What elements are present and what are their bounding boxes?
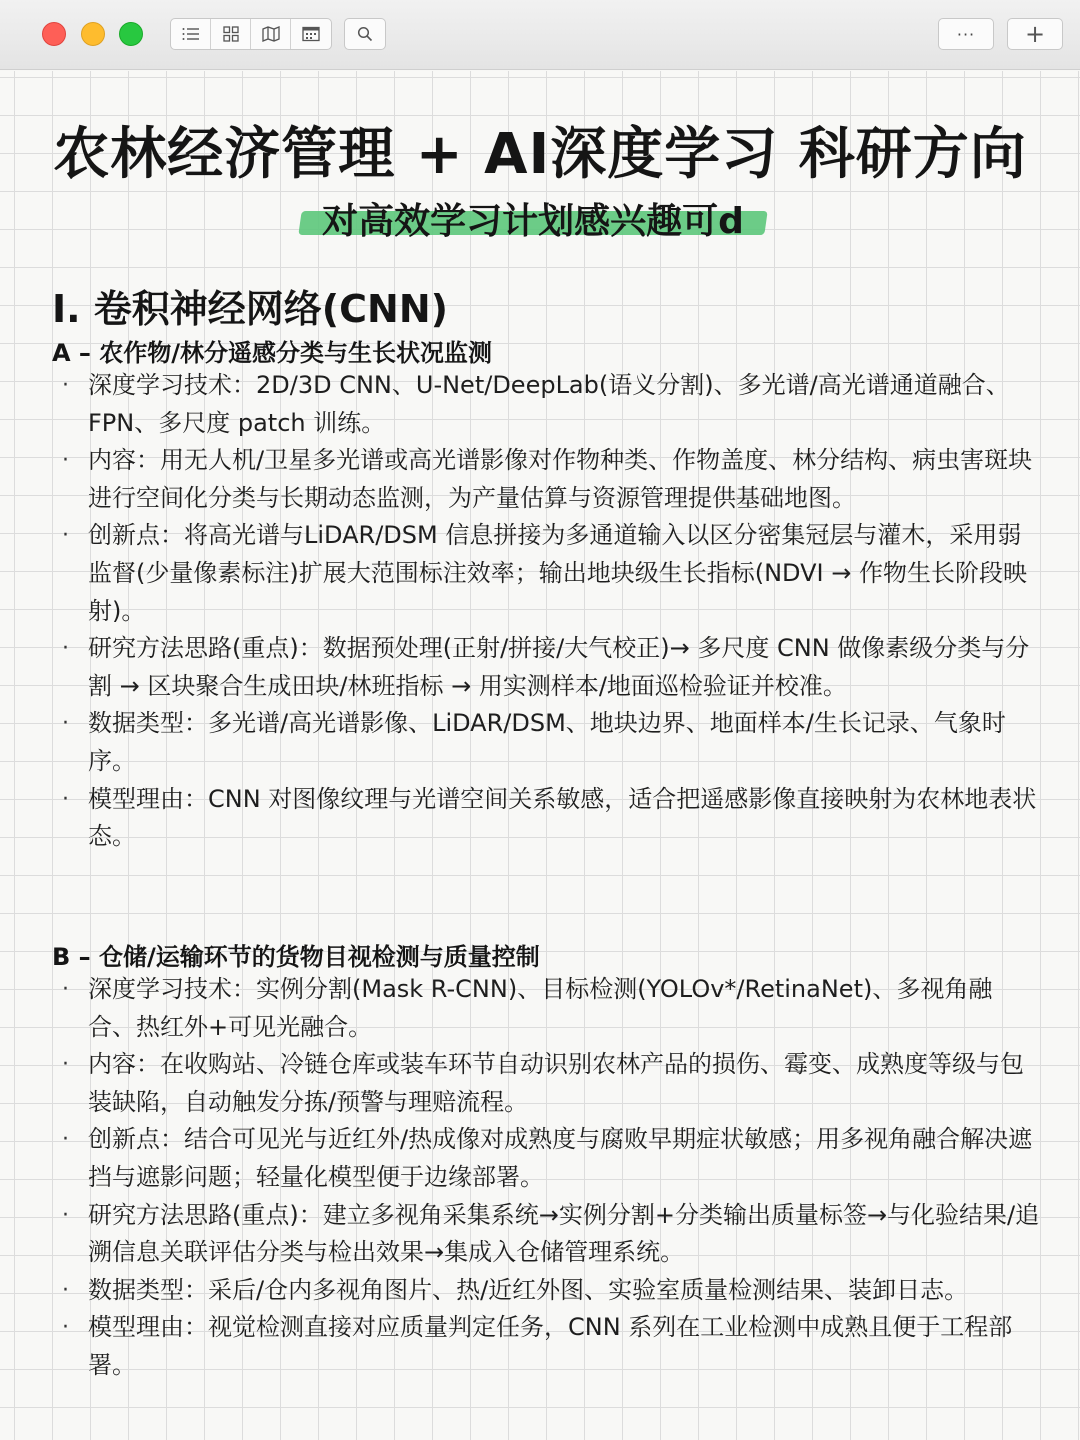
map-icon [262,26,280,42]
list-item-text: 内容：在收购站、冷链仓库或装车环节自动识别农林产品的损伤、霉变、成熟度等级与包装缺陷，自动触发分拣/预警与理赔流程。 [88,1050,1024,1116]
bullet-icon: · [62,1052,69,1078]
list-item-text: 内容：用无人机/卫星多光谱或高光谱影像对作物种类、作物盖度、林分结构、病虫害斑块进行空间化分类与长期动态监测，为产量估算与资源管理提供基础地图。 [88,446,1033,512]
list-item [60,781,1040,856]
list-item-text: 数据类型：采后/仓内多视角图片、热/近红外图、实验室质量检测结果、装卸日志。 [88,1275,969,1304]
add-button[interactable] [1007,18,1063,50]
section-heading: I. 卷积神经网络(CNN) [52,287,449,331]
bullet-icon: · [62,523,69,549]
bullet-icon: · [62,711,69,737]
view-mode-group [170,18,332,50]
subsection-a-heading: A – 农作物/林分遥感分类与生长状况监测 [52,339,493,367]
list-item [60,705,1040,780]
map-view-button[interactable] [251,19,291,49]
bullet-icon: · [62,977,69,1002]
list-item-text: 创新点：结合可见光与近红外/热成像对成熟度与腐败早期症状敏感；用多视角融合解决遮挡与遮影问题；轻量化模型便于边缘部署。 [88,1125,1033,1191]
list-item [60,630,1040,705]
grid-view-button[interactable] [211,19,251,49]
more-icon: ··· [956,24,976,44]
bullet-icon: · [62,1202,69,1228]
bullet-icon: · [62,1315,69,1341]
list-item [60,1272,1040,1310]
list-item-text: 深度学习技术：实例分割(Mask R-CNN)、目标检测(YOLOv*/RetinaNet)、多视角融合、热红外+可见光融合。 [88,975,993,1041]
more-button[interactable] [938,18,994,50]
list-item [60,367,1040,442]
list-item-text: 研究方法思路(重点)：数据预处理(正射/拼接/大气校正)→ 多尺度 CNN 做像素级分类与分割 → 区块聚合生成田块/林班指标 → 用实测样本/地面巡检验证并校准。 [88,634,1030,700]
bullet-icon: · [62,1277,69,1303]
list-item-text: 数据类型：多光谱/高光谱影像、LiDAR/DSM、地块边界、地面样本/生长记录、气象时序。 [88,709,1006,775]
window-titlebar [0,0,1080,70]
close-window-button[interactable] [42,22,66,46]
bullet-icon: · [62,1127,69,1153]
bullet-icon: · [62,786,69,812]
search-icon-wrap [345,19,385,49]
search-button[interactable] [344,18,386,50]
list-item [60,1121,1040,1196]
page-subtitle: 对高效学习计划感兴趣可d [322,201,744,242]
list-item-text: 研究方法思路(重点)：建立多视角采集系统→实例分割+分类输出质量标签→与化验结果/追溯信息关联评估分类与检出效果→集成入仓储管理系统。 [88,1200,1040,1267]
bullet-icon: · [62,636,69,662]
subsection-b-heading: B – 仓储/运输环节的货物目视检测与质量控制 [52,943,540,971]
zoom-window-button[interactable] [119,22,143,46]
grid-icon [223,26,239,42]
bullet-icon: · [62,448,69,474]
plus-icon: + [1024,20,1046,48]
list-item-text: 模型理由：视觉检测直接对应质量判定任务，CNN 系列在工业检测中成熟且便于工程部署。 [88,1313,1013,1379]
list-item [60,1046,1040,1121]
list-item [60,1197,1040,1272]
calendar-view-button[interactable] [291,19,331,49]
subtitle-highlight [300,193,770,241]
list-view-button[interactable] [171,19,211,49]
list-item [60,442,1040,517]
list-item-text: 模型理由：CNN 对图像纹理与光谱空间关系敏感，适合把遥感影像直接映射为农林地表状态。 [88,784,1037,851]
list-item [60,1309,1040,1384]
list-item-text: 创新点：将高光谱与LiDAR/DSM 信息拼接为多通道输入以区分密集冠层与灌木，采用弱监督(少量像素标注)扩展大范围标注效率；输出地块级生长指标(NDVI → 作物生长阶段映射)。 [88,521,1027,625]
list-icon [182,27,200,41]
calendar-icon [302,26,320,42]
list-item [60,517,1040,630]
subsection-a-list [60,367,1040,856]
page-title: 农林经济管理 + AI深度学习 科研方向 [53,122,1027,187]
subsection-b-list [60,971,1040,1385]
search-icon [357,26,373,42]
bullet-icon: · [62,373,69,398]
list-item [60,971,1040,1046]
list-item-text: 深度学习技术：2D/3D CNN、U-Net/DeepLab(语义分割)、多光谱/高光谱通道融合、FPN、多尺度 patch 训练。 [88,371,1010,437]
minimize-window-button[interactable] [81,22,105,46]
